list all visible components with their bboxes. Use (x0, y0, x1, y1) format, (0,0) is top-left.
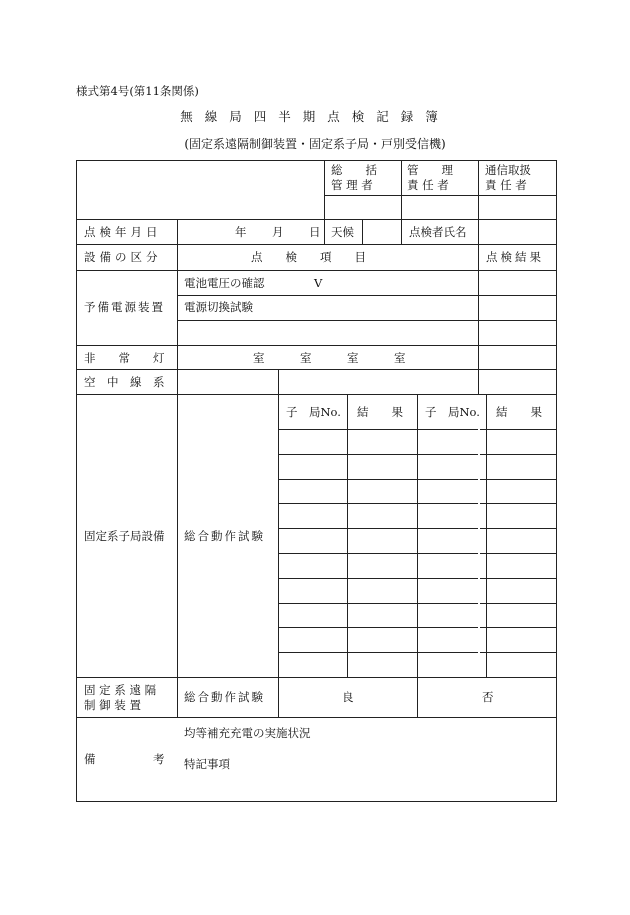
room-1: 室 (253, 351, 265, 365)
remote-control-label-2: 制 御 装 置 (84, 698, 141, 712)
header-general-manager-2: 管 理 者 (331, 178, 373, 192)
remote-control-test-label: 総合動作試験 (184, 690, 265, 704)
fixed-station-label: 固定系子局設備 (84, 529, 165, 543)
result-heading: 点検結果 (486, 250, 544, 264)
header-manager-1: 管 理 (407, 163, 453, 177)
emergency-light-label: 非 常 灯 (84, 351, 165, 365)
station-no-header-2: 子 局No. (425, 405, 480, 419)
header-manager-2: 責 任 者 (407, 178, 449, 192)
year-label: 年 (235, 225, 247, 239)
form-number-label: 様式第4号(第11条関係) (76, 84, 199, 98)
good-label: 良 (342, 690, 354, 704)
remote-control-label-1: 固 定 系 遠 隔 (84, 683, 157, 697)
category-heading: 設備の区分 (84, 250, 162, 264)
antenna-system-label: 空 中 線 系 (84, 375, 165, 389)
backup-power-label: 予備電源装置 (84, 300, 165, 314)
remarks-label: 備 考 (84, 752, 165, 766)
header-operator-2: 責 任 者 (485, 178, 527, 192)
inspection-date-label: 点検年月日 (84, 225, 162, 239)
month-label: 月 (272, 225, 284, 239)
weather-label: 天候 (331, 225, 354, 239)
equalizing-charge-item: 均等補充充電の実施状況 (184, 726, 311, 740)
power-switch-test-item: 電源切換試験 (184, 300, 253, 314)
result-header-2: 結 果 (496, 405, 542, 419)
result-header-1: 結 果 (357, 405, 403, 419)
inspector-name-label: 点検者氏名 (409, 225, 467, 239)
battery-voltage-item: 電池電圧の確認 (184, 276, 265, 290)
form-subtitle: (固定系遠隔制御装置・固定系子局・戸別受信機) (184, 137, 446, 151)
header-general-manager-1: 総 括 (331, 163, 377, 177)
room-2: 室 (300, 351, 312, 365)
items-heading: 点 検 項 目 (251, 250, 366, 264)
day-label: 日 (309, 225, 321, 239)
voltage-unit: V (314, 276, 323, 290)
bad-label: 否 (482, 690, 494, 704)
fixed-station-test-label: 総合動作試験 (184, 529, 265, 543)
header-operator-1: 通信取扱 (485, 163, 531, 177)
station-no-header-1: 子 局No. (286, 405, 341, 419)
form-title: 無線局四半期点検記録簿 (180, 109, 450, 124)
room-3: 室 (347, 351, 359, 365)
special-notes-item: 特記事項 (184, 757, 230, 771)
room-4: 室 (394, 351, 406, 365)
